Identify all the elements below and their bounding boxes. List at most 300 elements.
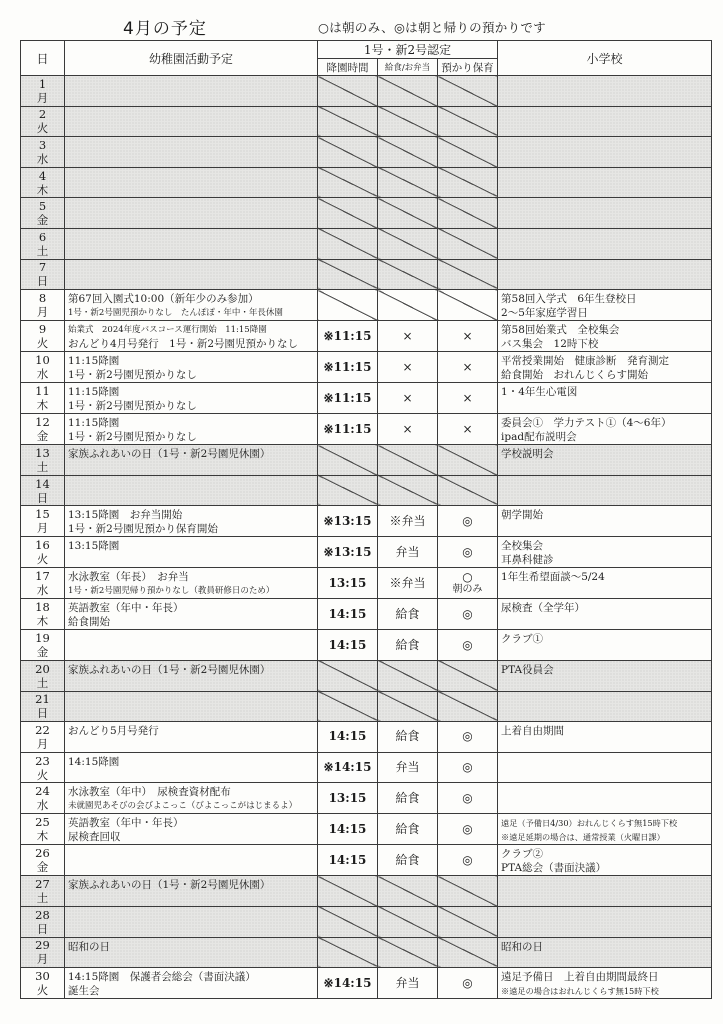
care-cell <box>438 321 498 352</box>
school-line-2: 耳鼻科健診 <box>501 554 554 567</box>
activity-line-2: 1号・新2号園児預かりなし <box>68 400 197 413</box>
activity-line-1: 11:15降園 <box>68 417 120 430</box>
school-cell <box>498 783 712 814</box>
day-cell <box>21 906 65 937</box>
date-number: 10 <box>35 353 50 368</box>
activity-line-2: 尿検査回収 <box>68 831 121 844</box>
activity-cell <box>65 876 318 907</box>
dismissal-cell-value: 14:15 <box>328 606 367 621</box>
day-cell <box>21 506 65 537</box>
care-cell <box>438 383 498 414</box>
care-cell-value: ◎ <box>462 637 473 652</box>
date-number: 5 <box>38 199 47 214</box>
activity-line-1: 11:15降園 <box>68 386 120 399</box>
day-cell <box>21 660 65 691</box>
care-cell <box>438 906 498 937</box>
dismissal-cell <box>318 76 378 107</box>
care-cell-value: × <box>462 328 473 343</box>
day-of-week: 木 <box>36 829 49 844</box>
header-day: 日 <box>21 41 65 76</box>
dismissal-cell <box>318 783 378 814</box>
activity-cell <box>65 783 318 814</box>
lunch-cell <box>378 475 438 506</box>
legend-note: ○は朝のみ、◎は朝と帰りの預かりです <box>318 20 546 35</box>
school-line-2: ※遠足延期の場合は、通常授業（火曜日課） <box>501 832 665 843</box>
school-cell <box>498 630 712 661</box>
table-row <box>21 599 712 630</box>
day-of-week: 月 <box>36 521 49 536</box>
activity-cell <box>65 106 318 137</box>
day-of-week: 日 <box>36 921 49 936</box>
care-cell <box>438 968 498 999</box>
table-row <box>21 937 712 968</box>
table-row <box>21 691 712 722</box>
day-cell <box>21 876 65 907</box>
school-line-1: クラブ② <box>501 848 544 861</box>
table-row <box>21 906 712 937</box>
lunch-cell <box>378 167 438 198</box>
school-cell <box>498 814 712 845</box>
date-number: 13 <box>35 445 50 460</box>
dismissal-cell <box>318 259 378 290</box>
date-number: 6 <box>38 229 47 244</box>
date-number: 16 <box>35 538 50 553</box>
lunch-cell <box>378 383 438 414</box>
lunch-cell <box>378 537 438 568</box>
lunch-cell <box>378 445 438 476</box>
day-of-week: 日 <box>36 274 49 289</box>
lunch-cell <box>378 352 438 383</box>
care-cell-value: ◎ <box>462 790 473 805</box>
table-row <box>21 198 712 229</box>
table-row <box>21 876 712 907</box>
table-row <box>21 167 712 198</box>
day-of-week: 火 <box>36 983 49 998</box>
day-of-week: 日 <box>36 490 49 505</box>
lunch-cell-value: 給食 <box>395 821 420 836</box>
lunch-cell <box>378 290 438 321</box>
lunch-cell <box>378 968 438 999</box>
date-number: 15 <box>35 507 50 522</box>
activity-line-1: 13:15降園 お弁当開始 <box>68 509 183 522</box>
lunch-cell <box>378 76 438 107</box>
activity-line-1: 14:15降園 保護者会総会（書面決議） <box>68 971 256 984</box>
school-cell <box>498 691 712 722</box>
school-line-2: 2～5年家庭学習日 <box>501 307 588 320</box>
activity-line-2: おんどり4月号発行 1号・新2号園児預かりなし <box>68 338 299 351</box>
dismissal-cell <box>318 599 378 630</box>
dismissal-cell <box>318 937 378 968</box>
table-row <box>21 445 712 476</box>
day-of-week: 木 <box>36 398 49 413</box>
lunch-cell <box>378 906 438 937</box>
date-number: 18 <box>35 600 50 615</box>
activity-line-1: 英語教室（年中・年長） <box>68 602 184 615</box>
activity-cell <box>65 414 318 445</box>
day-cell <box>21 599 65 630</box>
dismissal-cell <box>318 198 378 229</box>
dismissal-cell <box>318 876 378 907</box>
dismissal-cell <box>318 228 378 259</box>
activity-cell <box>65 814 318 845</box>
school-line-1: 第58回入学式 6年生登校日 <box>501 293 637 306</box>
activity-line-1: 13:15降園 <box>68 540 120 553</box>
activity-line-1: 14:15降園 <box>68 755 120 768</box>
table-row <box>21 568 712 599</box>
care-cell <box>438 106 498 137</box>
school-cell <box>498 906 712 937</box>
care-cell <box>438 752 498 783</box>
day-of-week: 土 <box>36 891 49 906</box>
dismissal-cell-value: ※11:15 <box>323 421 372 436</box>
table-row <box>21 506 712 537</box>
school-cell <box>498 290 712 321</box>
care-cell <box>438 259 498 290</box>
school-line-2: ipad配布説明会 <box>501 431 577 444</box>
day-cell <box>21 106 65 137</box>
school-cell <box>498 845 712 876</box>
dismissal-cell <box>318 845 378 876</box>
care-cell <box>438 691 498 722</box>
school-cell <box>498 722 712 753</box>
dismissal-cell <box>318 290 378 321</box>
lunch-cell-value: 給食 <box>395 606 420 621</box>
day-of-week: 月 <box>36 305 49 320</box>
school-cell <box>498 660 712 691</box>
dismissal-cell-value: ※13:15 <box>323 513 372 528</box>
date-number: 17 <box>35 569 50 584</box>
care-cell-value: ○ <box>462 570 473 585</box>
lunch-cell <box>378 814 438 845</box>
day-cell <box>21 814 65 845</box>
date-number: 23 <box>35 753 50 768</box>
activity-line-1: 始業式 2024年度バスコース運行開始 11:15降園 <box>68 325 267 336</box>
table-row <box>21 383 712 414</box>
lunch-cell <box>378 937 438 968</box>
care-cell-value: × <box>462 390 473 405</box>
dismissal-cell <box>318 752 378 783</box>
activity-cell <box>65 290 318 321</box>
day-cell <box>21 475 65 506</box>
activity-cell <box>65 137 318 168</box>
activity-cell <box>65 691 318 722</box>
care-cell <box>438 660 498 691</box>
header-activities: 幼稚園活動予定 <box>65 41 318 76</box>
day-of-week: 金 <box>36 860 49 875</box>
dismissal-cell <box>318 383 378 414</box>
day-of-week: 金 <box>36 645 49 660</box>
day-cell <box>21 537 65 568</box>
day-cell <box>21 383 65 414</box>
day-of-week: 金 <box>36 213 49 228</box>
header-group: 1号・新2号認定 <box>318 41 498 59</box>
dismissal-cell <box>318 630 378 661</box>
care-cell <box>438 537 498 568</box>
school-line-1: PTA役員会 <box>501 663 554 676</box>
lunch-cell <box>378 691 438 722</box>
school-line-1: 尿検査（全学年） <box>501 602 586 615</box>
school-cell <box>498 937 712 968</box>
school-line-1: 委員会① 学力テスト①（4～6年） <box>501 417 672 430</box>
activity-line-1: 水泳教室（年中） 尿検査資材配布 <box>68 786 231 799</box>
day-cell <box>21 167 65 198</box>
school-cell <box>498 414 712 445</box>
date-number: 11 <box>35 384 50 399</box>
day-of-week: 月 <box>36 736 49 751</box>
dismissal-cell-value: 14:15 <box>328 821 367 836</box>
day-cell <box>21 198 65 229</box>
table-row <box>21 475 712 506</box>
school-line-1: 1年生希望面談～5/24 <box>501 571 605 584</box>
lunch-cell-value: 給食 <box>395 637 420 652</box>
school-cell <box>498 137 712 168</box>
table-row <box>21 228 712 259</box>
date-number: 1 <box>38 76 47 91</box>
day-of-week: 土 <box>36 243 49 258</box>
care-cell <box>438 722 498 753</box>
school-line-1: 平常授業開始 健康診断 発育測定 <box>501 355 670 368</box>
activity-line-1: 昭和の日 <box>68 940 110 953</box>
table-row <box>21 321 712 352</box>
dismissal-cell <box>318 506 378 537</box>
date-number: 24 <box>35 784 50 799</box>
care-cell <box>438 352 498 383</box>
dismissal-cell-value: 13:15 <box>328 575 367 590</box>
activity-line-1: 11:15降園 <box>68 355 120 368</box>
care-cell <box>438 814 498 845</box>
care-cell <box>438 167 498 198</box>
table-row <box>21 76 712 107</box>
date-number: 30 <box>35 969 50 984</box>
lunch-cell-value: × <box>402 390 413 405</box>
table-row <box>21 660 712 691</box>
activity-cell <box>65 568 318 599</box>
school-line-1: 第58回始業式 全校集会 <box>501 324 620 337</box>
care-cell <box>438 506 498 537</box>
lunch-cell <box>378 506 438 537</box>
header-care: 預かり保育 <box>438 59 498 76</box>
activity-line-1: 英語教室（年中・年長） <box>68 817 184 830</box>
activity-cell <box>65 321 318 352</box>
dismissal-cell <box>318 722 378 753</box>
header-lunch: 給食/お弁当 <box>378 59 438 76</box>
school-cell <box>498 383 712 414</box>
dismissal-cell-value: ※14:15 <box>323 760 372 775</box>
school-line-2: ※遠足の場合はおれんじくらす無15時下校 <box>501 986 659 997</box>
care-cell-value: ◎ <box>462 729 473 744</box>
lunch-cell-value: 給食 <box>395 729 420 744</box>
lunch-cell-value: 弁当 <box>395 760 420 775</box>
day-cell <box>21 76 65 107</box>
school-cell <box>498 475 712 506</box>
activity-cell <box>65 937 318 968</box>
care-cell <box>438 290 498 321</box>
care-cell <box>438 845 498 876</box>
school-cell <box>498 445 712 476</box>
school-line-2: バス集会 12時下校 <box>501 338 599 351</box>
date-number: 14 <box>35 476 50 491</box>
lunch-cell <box>378 137 438 168</box>
table-row <box>21 290 712 321</box>
activity-cell <box>65 752 318 783</box>
dismissal-cell-value: 14:15 <box>328 852 367 867</box>
school-cell <box>498 599 712 630</box>
care-cell-value: ◎ <box>462 606 473 621</box>
activity-line-2: 未就園児あそびの会びよこっこ（びよこっこがはじまるよ） <box>68 801 298 812</box>
lunch-cell-value: 給食 <box>395 852 420 867</box>
care-cell <box>438 876 498 907</box>
day-of-week: 月 <box>36 952 49 967</box>
table-row <box>21 259 712 290</box>
activity-line-1: 家族ふれあいの日（1号・新2号園児休園） <box>68 663 271 676</box>
care-cell <box>438 475 498 506</box>
lunch-cell <box>378 228 438 259</box>
dismissal-cell-value: ※11:15 <box>323 328 372 343</box>
activity-line-1: おんどり5月号発行 <box>68 725 159 738</box>
date-number: 3 <box>38 137 47 152</box>
day-cell <box>21 137 65 168</box>
day-of-week: 日 <box>36 706 49 721</box>
care-cell-value: × <box>462 359 473 374</box>
care-cell-value: ◎ <box>462 852 473 867</box>
lunch-cell-value: 弁当 <box>395 975 420 990</box>
school-cell <box>498 352 712 383</box>
school-line-1: 昭和の日 <box>501 940 544 953</box>
school-line-1: 上着自由期間 <box>501 725 565 738</box>
school-line-2: 給食開始 おれんじくらす開始 <box>501 369 649 382</box>
lunch-cell-value: 弁当 <box>395 544 420 559</box>
date-number: 19 <box>35 631 50 646</box>
care-cell-value: ◎ <box>462 760 473 775</box>
day-of-week: 水 <box>36 151 49 166</box>
dismissal-cell <box>318 814 378 845</box>
date-number: 4 <box>38 168 47 183</box>
day-of-week: 火 <box>36 336 49 351</box>
day-of-week: 火 <box>36 552 49 567</box>
dismissal-cell <box>318 352 378 383</box>
date-number: 9 <box>38 322 47 337</box>
care-cell <box>438 599 498 630</box>
date-number: 28 <box>35 907 50 922</box>
date-number: 21 <box>35 692 50 707</box>
activity-cell <box>65 228 318 259</box>
day-cell <box>21 290 65 321</box>
day-of-week: 水 <box>36 367 49 382</box>
day-of-week: 水 <box>36 798 49 813</box>
table-row <box>21 845 712 876</box>
day-of-week: 土 <box>36 675 49 690</box>
school-line-1: 朝学開始 <box>501 509 544 522</box>
dismissal-cell <box>318 537 378 568</box>
lunch-cell <box>378 414 438 445</box>
table-row <box>21 137 712 168</box>
date-number: 12 <box>35 415 50 430</box>
activity-cell <box>65 660 318 691</box>
activity-line-1: 第67回入園式10:00（新年少のみ参加） <box>68 293 259 306</box>
lunch-cell-value: × <box>402 359 413 374</box>
table-row <box>21 106 712 137</box>
day-cell <box>21 937 65 968</box>
care-cell <box>438 783 498 814</box>
date-number: 8 <box>38 291 47 306</box>
lunch-cell <box>378 568 438 599</box>
lunch-cell <box>378 660 438 691</box>
dismissal-cell <box>318 445 378 476</box>
school-cell <box>498 228 712 259</box>
day-cell <box>21 259 65 290</box>
school-cell <box>498 968 712 999</box>
activity-cell <box>65 383 318 414</box>
schedule-body <box>21 76 712 999</box>
lunch-cell <box>378 876 438 907</box>
dismissal-cell <box>318 106 378 137</box>
day-of-week: 月 <box>36 90 49 105</box>
activity-cell <box>65 845 318 876</box>
day-cell <box>21 568 65 599</box>
lunch-cell <box>378 752 438 783</box>
school-line-1: 遠足（予備日4/30）おれんじくらす無15時下校 <box>501 818 678 829</box>
activity-cell <box>65 968 318 999</box>
activity-cell <box>65 475 318 506</box>
care-cell-value: ◎ <box>462 975 473 990</box>
activity-cell <box>65 76 318 107</box>
dismissal-cell <box>318 660 378 691</box>
lunch-cell-value: × <box>402 328 413 343</box>
day-cell <box>21 228 65 259</box>
dismissal-cell-value: ※14:15 <box>323 975 372 990</box>
activity-cell <box>65 259 318 290</box>
lunch-cell <box>378 198 438 229</box>
dismissal-cell <box>318 691 378 722</box>
school-cell <box>498 321 712 352</box>
day-cell <box>21 352 65 383</box>
dismissal-cell-value: 14:15 <box>328 637 367 652</box>
lunch-cell <box>378 722 438 753</box>
table-row <box>21 968 712 999</box>
school-cell <box>498 259 712 290</box>
table-row <box>21 783 712 814</box>
lunch-cell-value: 給食 <box>395 790 420 805</box>
activity-cell <box>65 506 318 537</box>
activity-line-1: 水泳教室（年長） お弁当 <box>68 571 189 584</box>
table-row <box>21 352 712 383</box>
activity-cell <box>65 352 318 383</box>
day-cell <box>21 722 65 753</box>
day-of-week: 水 <box>36 583 49 598</box>
care-cell <box>438 228 498 259</box>
school-cell <box>498 106 712 137</box>
lunch-cell <box>378 259 438 290</box>
activity-cell <box>65 722 318 753</box>
date-number: 29 <box>35 938 50 953</box>
care-cell <box>438 630 498 661</box>
dismissal-cell-value: ※11:15 <box>323 390 372 405</box>
school-cell <box>498 198 712 229</box>
day-cell <box>21 691 65 722</box>
activity-cell <box>65 167 318 198</box>
lunch-cell-value: ※弁当 <box>389 513 426 528</box>
day-cell <box>21 445 65 476</box>
care-cell <box>438 568 498 599</box>
school-cell <box>498 568 712 599</box>
activity-line-2: 1号・新2号園児預かりなし <box>68 369 197 382</box>
care-note: 朝のみ <box>452 584 483 596</box>
care-cell-value: × <box>462 421 473 436</box>
day-cell <box>21 414 65 445</box>
day-cell <box>21 845 65 876</box>
lunch-cell <box>378 599 438 630</box>
lunch-cell <box>378 630 438 661</box>
